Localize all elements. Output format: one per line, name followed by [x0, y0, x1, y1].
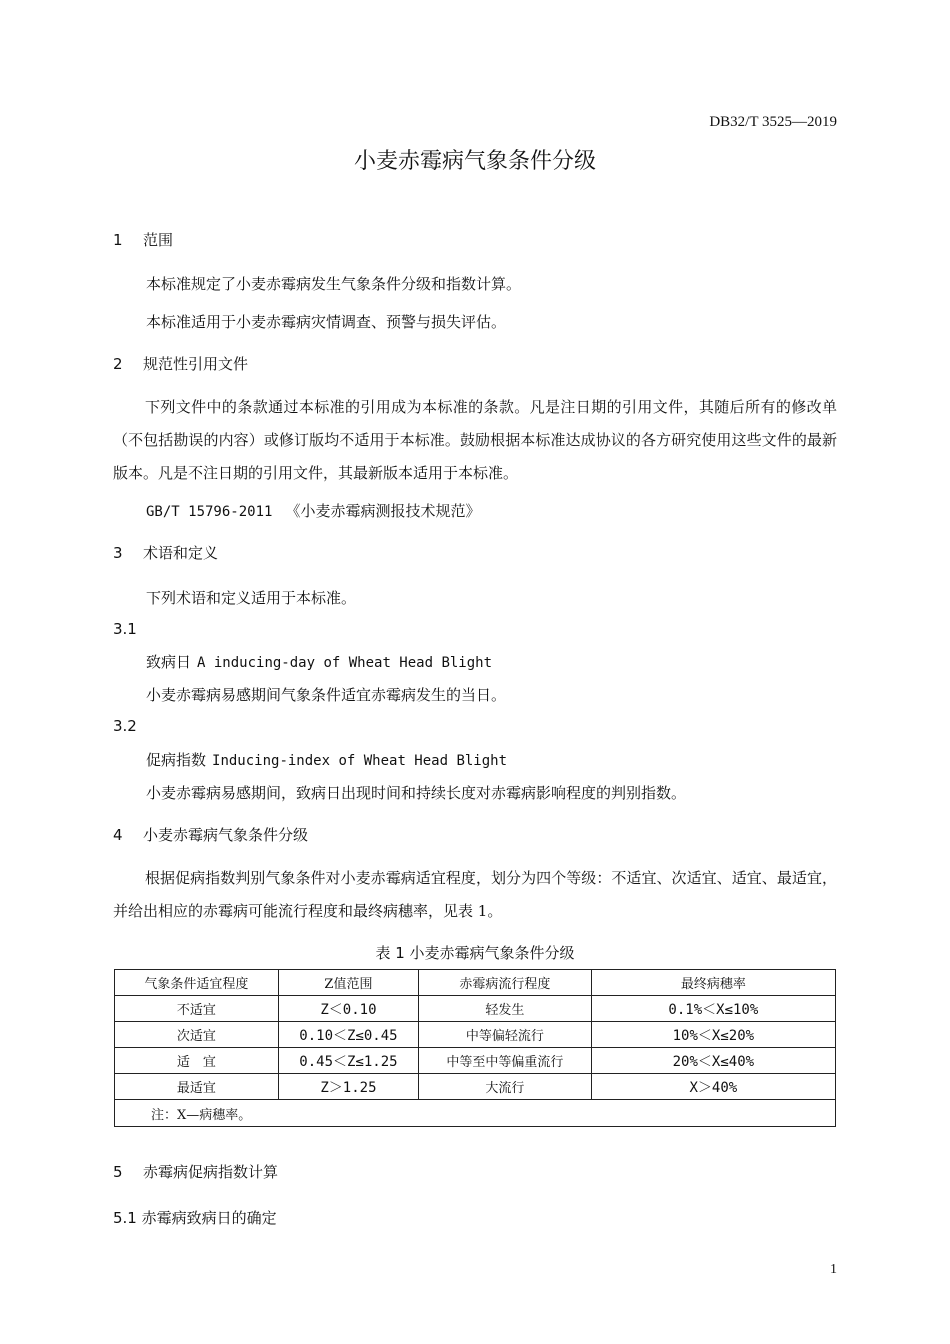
term-chinese: 致病日 — [146, 653, 192, 671]
table-header-cell: 气象条件适宜程度 — [115, 970, 279, 996]
term-3-1-number: 3.1 — [113, 620, 137, 638]
section-number: 5 — [113, 1163, 123, 1181]
section-number: 2 — [113, 355, 123, 373]
table-header-row — [115, 970, 836, 996]
section-title: 规范性引用文件 — [143, 355, 249, 373]
table-note: 注：X—病穗率。 — [115, 1100, 836, 1127]
table-row — [115, 1022, 836, 1048]
term-3-2-number: 3.2 — [113, 717, 137, 735]
table-caption: 表 1 小麦赤霉病气象条件分级 — [375, 944, 575, 962]
subsection-5-1-heading: 5.1 赤霉病致病日的确定 — [113, 1209, 277, 1227]
page-number: 1 — [830, 1262, 837, 1277]
section-2-heading — [113, 353, 248, 374]
table-cell: Z＜0.10 — [278, 996, 418, 1022]
section-2-para-1: 下列文件中的条款通过本标准的引用成为本标准的条款。凡是注日期的引用文件，其随后所有的修改单（不包括勘误的内容）或修订版均不适用于本标准。鼓励根据本标准达成协议的各方研究使用这些文件的最新版本。凡是不注日期的引用文件，其最新版本适用于本标准。 — [113, 398, 837, 482]
table-cell: 20%＜X≤40% — [591, 1048, 835, 1074]
section-3-para-1: 下列术语和定义适用于本标准。 — [146, 589, 357, 607]
section-1-para-2: 本标准适用于小麦赤霉病灾情调查、预警与损失评估。 — [146, 313, 507, 331]
section-title: 赤霉病促病指数计算 — [143, 1163, 279, 1181]
table-cell: 中等至中等偏重流行 — [419, 1048, 592, 1074]
table-cell: 适 宜 — [115, 1048, 279, 1074]
table-cell: 轻发生 — [419, 996, 592, 1022]
table-note-row — [115, 1100, 836, 1127]
table-cell: 中等偏轻流行 — [419, 1022, 592, 1048]
section-number: 3 — [113, 544, 123, 562]
table-cell: 0.45＜Z≤1.25 — [278, 1048, 418, 1074]
reference-code: GB/T 15796-2011 — [146, 504, 273, 520]
document-number: DB32/T 3525—2019 — [709, 114, 837, 130]
section-1-para-1: 本标准规定了小麦赤霉病发生气象条件分级和指数计算。 — [146, 275, 522, 293]
table-header-cell: 赤霉病流行程度 — [419, 970, 592, 996]
section-4-heading — [113, 824, 308, 845]
section-title: 范围 — [143, 231, 174, 249]
table-row — [115, 996, 836, 1022]
section-4-para-1: 根据促病指数判别气象条件对小麦赤霉病适宜程度，划分为四个等级：不适宜、次适宜、适宜、最适宜，并给出相应的赤霉病可能流行程度和最终病穗率，见表 1。 — [113, 869, 837, 920]
table-cell: 10%＜X≤20% — [591, 1022, 835, 1048]
table-cell: 次适宜 — [115, 1022, 279, 1048]
table-row — [115, 1074, 836, 1100]
term-english: Inducing-index of Wheat Head Blight — [212, 753, 508, 769]
table-cell: 不适宜 — [115, 996, 279, 1022]
table-cell: X＞40% — [591, 1074, 835, 1100]
section-title: 术语和定义 — [143, 544, 219, 562]
table-cell: Z＞1.25 — [278, 1074, 418, 1100]
section-number: 4 — [113, 826, 123, 844]
page-title: 小麦赤霉病气象条件分级 — [353, 149, 596, 174]
term-english: A inducing-day of Wheat Head Blight — [197, 655, 493, 671]
table-cell: 0.1%＜X≤10% — [591, 996, 835, 1022]
table-header-cell: 最终病穗率 — [591, 970, 835, 996]
section-number: 1 — [113, 231, 123, 249]
section-5-heading — [113, 1161, 278, 1182]
term-3-2-name — [146, 749, 507, 770]
reference-title: 《小麦赤霉病测报技术规范》 — [285, 502, 481, 520]
classification-table — [114, 969, 836, 1127]
table-row — [115, 1048, 836, 1074]
table-header-cell: Z值范围 — [278, 970, 418, 996]
term-3-2-definition: 小麦赤霉病易感期间，致病日出现时间和持续长度对赤霉病影响程度的判别指数。 — [146, 784, 687, 802]
term-chinese: 促病指数 — [146, 751, 207, 769]
table-cell: 0.10＜Z≤0.45 — [278, 1022, 418, 1048]
normative-reference — [146, 500, 481, 521]
table-cell: 最适宜 — [115, 1074, 279, 1100]
table-cell: 大流行 — [419, 1074, 592, 1100]
section-1-heading — [113, 229, 173, 250]
term-3-1-name — [146, 651, 492, 672]
section-title: 小麦赤霉病气象条件分级 — [143, 826, 309, 844]
section-3-heading — [113, 542, 218, 563]
term-3-1-definition: 小麦赤霉病易感期间气象条件适宜赤霉病发生的当日。 — [146, 686, 507, 704]
